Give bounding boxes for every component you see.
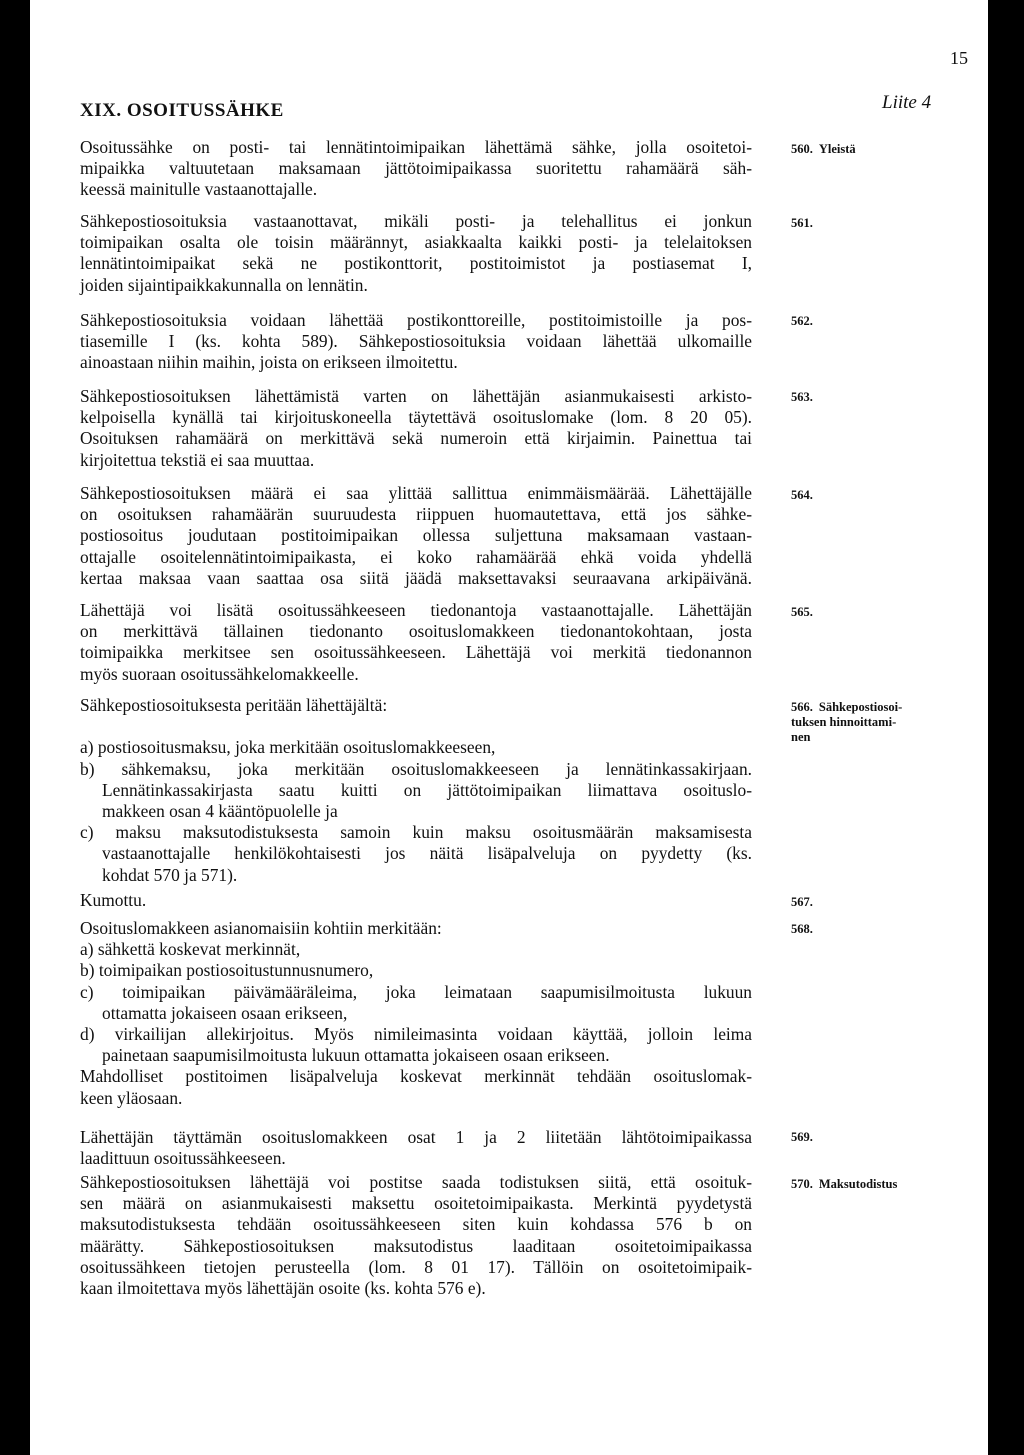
marginal-note (791, 142, 971, 157)
text-line: mipaikka valtuutetaan maksamaan jättötoimipaikassa suoritettu rahamäärä säh- (80, 158, 752, 179)
marginal-note (791, 314, 971, 329)
section-number: 560. (791, 142, 813, 156)
text-line: keessä mainitulle vastaanottajalle. (80, 179, 318, 200)
section-heading: XIX. OSOITUSSÄHKE (80, 100, 284, 121)
text-line: Osoituksen rahamäärä on merkittävä sekä numeroin että kirjaimin. Painettua tai (80, 428, 752, 449)
scan-border-right (988, 0, 1024, 1455)
section-number: 563. (791, 390, 813, 404)
text-line: toimipaikan osalta ole toisin määrännyt, asiakkaalta kaikki posti- ja telelaitoksen (80, 232, 752, 253)
text-line: b) sähkemaksu, joka merkitään osoituslomakkeeseen ja lennätinkassakirjaan. (80, 758, 752, 779)
text-line: laadittuun osoitussähkeeseen. (80, 1148, 286, 1169)
section-number: 561. (791, 216, 813, 230)
marginal-note-text: Sähkepostiosoi- (818, 700, 903, 714)
text-line: vastaanottajalle henkilökohtaisesti jos näitä lisäpalveluja on pyydetty (ks. (102, 843, 752, 864)
section-number: 565. (791, 605, 813, 619)
text-line: on merkittävä tällainen tiedonanto osoituslomakkeen tiedonantokohtaan, josta (80, 621, 752, 642)
text-line: c) toimipaikan päivämääräleima, joka leimataan saapumisilmoitusta lukuun (80, 981, 752, 1002)
text-line: kertaa maksaa vaan saattaa osa siitä jäädä maksettavaksi seuraavana arkipäivänä. (80, 567, 752, 588)
text-line: kohdat 570 ja 571). (102, 864, 238, 885)
marginal-note (791, 922, 971, 937)
text-line: tiasemille I (ks. kohta 589). Sähkepostiosoituksia voidaan lähettää ulkomaille (80, 331, 752, 352)
marginal-note (791, 216, 971, 231)
paragraph-567 (80, 890, 752, 911)
text-line: ottamatta jokaiseen osaan erikseen, (102, 1002, 348, 1023)
text-line: keen yläosaan. (80, 1087, 183, 1108)
paragraph-564 (80, 483, 752, 589)
text-line: Sähkepostiosoituksen lähettämistä varten on lähettäjän asianmukaisesti arkisto- (80, 386, 752, 406)
paragraph-563 (80, 386, 752, 471)
text-line: Sähkepostiosoituksen määrä ei saa ylittää sallittua enimmäismäärää. Lähettäjälle (80, 483, 752, 503)
paragraph-566 (80, 695, 752, 886)
text-line: joiden sijaintipaikkakunnalla on lennätin. (80, 274, 368, 295)
text-line: ottajalle osoitelennätintoimipaikasta, ei koko rahamäärää ehkä voida yhdellä (80, 546, 752, 567)
text-line: Lähettäjä voi lisätä osoitussähkeeseen tiedonantoja vastaanottajalle. Lähettäjän (80, 600, 752, 620)
text-line: ainoastaan niihin maihin, joista on erikseen ilmoitettu. (80, 352, 458, 373)
section-number: 566. (791, 700, 813, 714)
paragraph-561 (80, 211, 752, 296)
marginal-note-text: tuksen hinnoittami- (791, 715, 897, 729)
text-line: Kumottu. (80, 890, 147, 910)
text-line: sen määrä on asianmukaisesti maksettu osoitetoimipaikasta. Merkintä pyydetystä (80, 1193, 752, 1214)
page-number: 15 (950, 48, 968, 68)
text-line: a) sähkettä koskevat merkinnät, (80, 939, 301, 960)
text-line: kelpoisella kynällä tai kirjoituskoneella täytettävä osoituslomake (lom. 8 20 05). (80, 407, 752, 428)
text-line: Sähkepostiosoituksesta peritään lähettäjältä: (80, 695, 388, 715)
text-line: Mahdolliset postitoimen lisäpalveluja koskevat merkinnät tehdään osoituslomak- (80, 1066, 752, 1087)
section-number: 570. (791, 1177, 813, 1191)
text-line: Osoituslomakkeen asianomaisiin kohtiin merkitään: (80, 918, 442, 938)
marginal-note (791, 488, 971, 503)
marginal-note-text: nen (791, 730, 811, 744)
paragraph-565 (80, 600, 752, 685)
text-line: c) maksu maksutodistuksesta samoin kuin maksu osoitusmäärän maksamisesta (80, 822, 752, 843)
marginal-note (791, 1177, 971, 1192)
paragraph-562 (80, 310, 752, 374)
text-line: määrätty. Sähkepostiosoituksen maksutodistus laaditaan osoitetoimipaikassa (80, 1235, 752, 1256)
text-line: Lennätinkassakirjasta saatu kuitti on jättötoimipaikan liimattava osoituslo- (102, 779, 752, 800)
text-line: Sähkepostiosoituksen lähettäjä voi postitse saada todistuksen siitä, että osoituk- (80, 1172, 752, 1192)
paragraph-569 (80, 1127, 752, 1169)
text-line: Lähettäjän täyttämän osoituslomakkeen osat 1 ja 2 liitetään lähtötoimipaikassa (80, 1127, 752, 1147)
text-line: osoitussähkeen tietojen perusteella (lom. 8 01 17). Tällöin on osoitetoimipaik- (80, 1256, 752, 1277)
section-number: 564. (791, 488, 813, 502)
marginal-note-text: Yleistä (818, 142, 856, 156)
text-line: kirjoitettua tekstiä ei saa muuttaa. (80, 449, 315, 470)
section-number: 569. (791, 1130, 813, 1144)
marginal-note (791, 390, 971, 405)
paragraph-560 (80, 137, 752, 201)
text-line: d) virkailijan allekirjoitus. Myös nimileimasinta voidaan käyttää, jolloin leima (80, 1024, 752, 1045)
text-line: toimipaikka merkitsee sen osoitussähkeeseen. Lähettäjä voi merkitä tiedonannon (80, 642, 752, 663)
text-line: Sähkepostiosoituksia voidaan lähettää postikonttoreille, postitoimistoille ja pos- (80, 310, 752, 330)
text-line (80, 716, 752, 737)
section-number: 562. (791, 314, 813, 328)
text-line: Sähkepostiosoituksia vastaanottavat, mikäli posti- ja telehallitus ei jonkun (80, 211, 752, 231)
marginal-note (791, 700, 971, 745)
text-line: kaan ilmoitettava myös lähettäjän osoite (ks. kohta 576 e). (80, 1278, 486, 1299)
text-line: b) toimipaikan postiosoitustunnusnumero, (80, 960, 374, 981)
text-line: maksutodistuksesta tehdään osoitussähkeeseen siten kuin kohdassa 576 b on (80, 1214, 752, 1235)
paragraph-570 (80, 1172, 752, 1299)
text-line: myös suoraan osoitussähkelomakkeelle. (80, 663, 359, 684)
marginal-note (791, 895, 971, 910)
text-line: makkeen osan 4 kääntöpuolelle ja (102, 801, 338, 822)
text-line: lennätintoimipaikat sekä ne postikonttorit, postitoimistot ja postiasemat I, (80, 253, 752, 274)
scan-border-right-inner (988, 16, 992, 1455)
marginal-note (791, 605, 971, 620)
text-line: on osoituksen rahamäärän suuruudesta riippuen huomautettava, että jos sähke- (80, 504, 752, 525)
text-line: a) postiosoitusmaksu, joka merkitään osoituslomakkeeseen, (80, 737, 496, 758)
section-number: 567. (791, 895, 813, 909)
marginal-note (791, 1130, 971, 1145)
appendix-label: Liite 4 (882, 92, 932, 113)
scan-border-left (0, 0, 30, 1455)
text-line: painetaan saapumisilmoitusta lukuun ottamatta jokaiseen osaan erikseen. (102, 1045, 610, 1066)
text-line: postiosoitus joudutaan postitoimipaikan ollessa suljettuna maksamaan vastaan- (80, 525, 752, 546)
text-line: Osoitussähke on posti- tai lennätintoimipaikan lähettämä sähke, jolla osoitetoi- (80, 137, 752, 157)
paragraph-568 (80, 918, 752, 1109)
section-number: 568. (791, 922, 813, 936)
marginal-note-text: Maksutodistus (818, 1177, 898, 1191)
